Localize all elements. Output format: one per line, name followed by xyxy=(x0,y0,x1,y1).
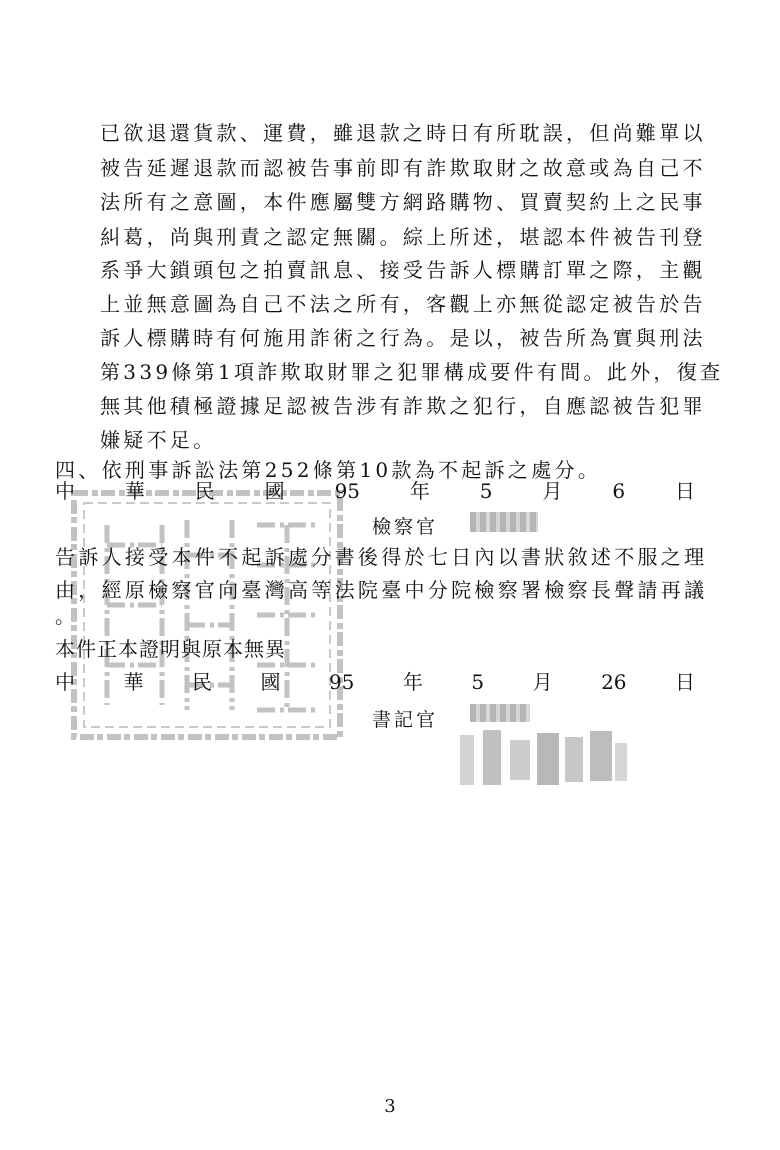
body-line-1: 已欲退還貨款、運費，雖退款之時日有所耽誤，但尚難單以 xyxy=(100,121,706,145)
body-line-5: 系爭大鎖頭包之拍賣訊息、接受告訴人標購訂單之際，主觀 xyxy=(100,258,706,282)
clerk-label: 書記官 xyxy=(372,709,439,731)
date-char: 華 xyxy=(123,670,144,694)
date-day: 26 xyxy=(601,670,627,694)
date-char: 華 xyxy=(124,479,145,503)
body-line-7: 訴人標購時有何施用詐術之行為。是以，被告所為實與刑法 xyxy=(100,326,706,350)
date-year: 95 xyxy=(334,479,361,503)
date-month: 5 xyxy=(479,479,493,503)
date-day-unit: 日 xyxy=(674,479,695,503)
body-line-9: 無其他積極證據足認被告涉有詐欺之犯行，自應認被告犯罪 xyxy=(100,394,706,418)
date-year: 95 xyxy=(328,670,355,694)
date-char: 中 xyxy=(55,479,75,503)
date-year-unit: 年 xyxy=(402,670,423,694)
legal-basis: 四、依刑事訴訟法第252條第10款為不起訴之處分。 xyxy=(55,458,602,482)
date-month-unit: 月 xyxy=(542,479,563,503)
date-month: 5 xyxy=(471,670,485,694)
clerk-name-redacted xyxy=(470,704,530,722)
official-seal-stamp xyxy=(62,485,355,745)
notice-line-3: 。 xyxy=(55,604,79,628)
prosecutor-name-redacted xyxy=(470,512,538,532)
date-char: 民 xyxy=(194,479,215,503)
body-line-10: 嫌疑不足。 xyxy=(100,428,217,452)
date-char: 國 xyxy=(264,479,285,503)
date-line-prosecutor xyxy=(55,479,695,505)
notice-line-2: 由，經原檢察官向臺灣高等法院臺中分院檢察署檢察長聲請再議 xyxy=(55,578,708,602)
prosecutor-label: 檢察官 xyxy=(372,516,439,538)
date-line-clerk xyxy=(55,670,695,696)
body-line-4: 糾葛，尚與刑責之認定無關。綜上所述，堪認本件被告刊登 xyxy=(100,225,706,249)
body-line-2: 被告延遲退款而認被告事前即有詐欺取財之故意或為自己不 xyxy=(100,156,706,180)
date-year-unit: 年 xyxy=(409,479,430,503)
body-line-8: 第339條第1項詐欺取財罪之犯罪構成要件有間。此外，復查 xyxy=(100,360,724,384)
date-char: 中 xyxy=(55,670,75,694)
date-month-unit: 月 xyxy=(532,670,553,694)
body-line-6: 上並無意圖為自己不法之所有，客觀上亦無從認定被告於告 xyxy=(100,292,706,316)
signature-redacted xyxy=(455,725,630,795)
page-number: 3 xyxy=(384,1096,396,1117)
notice-line-1: 告訴人接受本件不起訴處分書後得於七日內以書狀敘述不服之理 xyxy=(55,545,708,569)
date-day: 6 xyxy=(612,479,626,503)
date-day-unit: 日 xyxy=(675,670,695,694)
date-char: 國 xyxy=(260,670,281,694)
certification-text: 本件正本證明與原本無異 xyxy=(55,637,286,661)
date-char: 民 xyxy=(191,670,212,694)
body-line-3: 法所有之意圖，本件應屬雙方網路購物、買賣契約上之民事 xyxy=(100,190,706,214)
